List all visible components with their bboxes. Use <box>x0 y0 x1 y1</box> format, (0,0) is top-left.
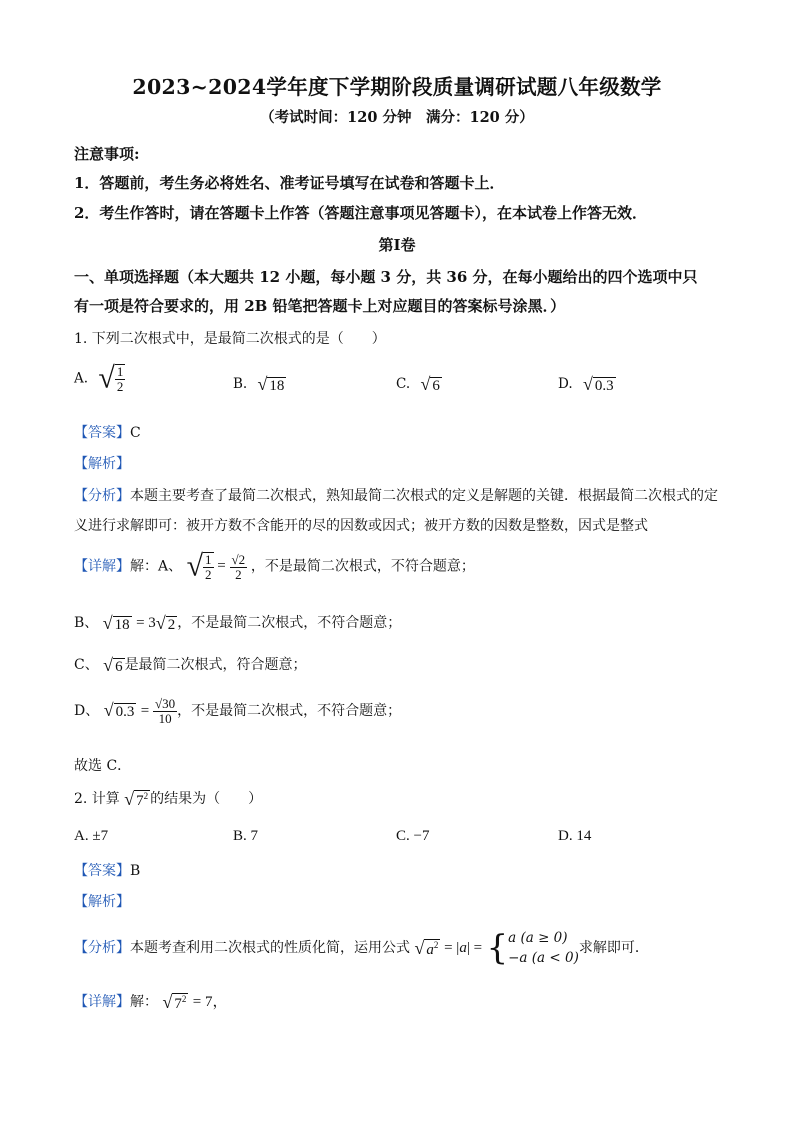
q1-detail-b: B、 √ 18 = 3√ 2 ，不是最简二次根式，不符合题意； <box>74 612 402 633</box>
exam-info: （考试时间：120 分钟 满分：120 分） <box>260 109 534 126</box>
piecewise-cases: a (a ≥ 0) −a (a < 0) <box>508 930 579 966</box>
q1-fenxi-line2: 义进行求解即可：被开方数不含能开的尽的因数或因式；被开方数的因数是整数，因式是整式 <box>74 518 648 534</box>
option-d-label: D. <box>558 376 573 392</box>
notice-item-2: 2．考生作答时，请在答题卡上作答（答题注意事项见答题卡），在本试卷上作答无效． <box>74 204 647 222</box>
detail-a-formula: √ $\frac{1}{2}$ = $\frac{√2}{2}$ <box>186 550 246 583</box>
q1-option-c: C. √ 6 <box>396 374 440 394</box>
q1-fenxi-line1: 【分析】本题主要考查了最简二次根式，熟知最简二次根式的定义是解题的关键．根据最简二次根式的定 <box>74 488 718 504</box>
q1-detail-a: 【详解】解：A、 √ $\frac{1}{2}$ = $\frac{√2}{2}$ ，不是最简二次根式，不符合题意； <box>74 550 475 583</box>
section-instructions-line1: 一、单项选择题（本大题共 12 小题，每小题 3 分，共 36 分，在每小题给出的四个选项中只 <box>74 268 698 286</box>
radicand-c: 6 <box>432 378 440 394</box>
notice-item-1: 1．答题前，考生务必将姓名、准考证号填写在试卷和答题卡上． <box>74 174 505 192</box>
q2-fenxi: 【分析】本题考查利用二次根式的性质化简，运用公式 √ $a^2 = |a|$ = { a (a ≥ 0) −a (a < 0) 求解即可． <box>74 928 649 968</box>
section-instructions-line2: 有一项是符合要求的，用 2B 铅笔把答题卡上对应题目的答案标号涂黑．） <box>74 297 566 315</box>
q1-answer <box>74 422 141 442</box>
q1-option-d: D. √ 0.3 <box>558 374 614 394</box>
option-c-label: C. <box>396 376 411 392</box>
q2-analysis-tag: 【解析】 <box>74 894 130 910</box>
radicand-b: 18 <box>269 378 285 394</box>
notice-heading: 注意事项: <box>74 145 140 163</box>
option-a-label: A. <box>74 370 89 387</box>
q2-option-a: A. ±7 <box>74 828 109 844</box>
q1-conclusion: 故选 C． <box>74 758 132 774</box>
radicand-d: 0.3 <box>594 378 614 394</box>
q1-option-a <box>74 362 125 396</box>
q2-answer: 【答案】B <box>74 863 141 879</box>
q2-option-c: C. −7 <box>396 828 430 844</box>
question-1-stem: 1. 下列二次根式中，是最简二次根式的是（ ） <box>74 331 386 347</box>
answer-tag: 【答案】 <box>74 425 130 441</box>
q2-option-d: D. 14 <box>558 828 592 844</box>
q2-option-b: B. 7 <box>233 828 259 844</box>
option-b-label: B. <box>233 376 248 392</box>
q1-detail-c: C、 √ 6 是最简二次根式，符合题意； <box>74 654 307 675</box>
sqrt-one-half: √ $\frac{1}{2}$ <box>98 362 124 395</box>
page-title: 2023~2024学年度下学期阶段质量调研试题八年级数学 <box>132 75 662 99</box>
q1-option-b: B. √ 18 <box>233 374 285 394</box>
q1-analysis-tag: 【解析】 <box>74 456 130 472</box>
volume-heading: 第Ⅰ卷 <box>378 236 416 254</box>
answer-value: C <box>130 425 141 441</box>
q1-detail-d: D、 √ 0.3 = $\frac{√30}{10}$ ，不是最简二次根式，不符合题意； <box>74 696 402 726</box>
question-2-stem: 2. 计算 √ $7^2$ 的结果为（ ） <box>74 788 263 809</box>
q2-detail: 【详解】解： √ $7^2 = 7$， <box>74 991 228 1012</box>
